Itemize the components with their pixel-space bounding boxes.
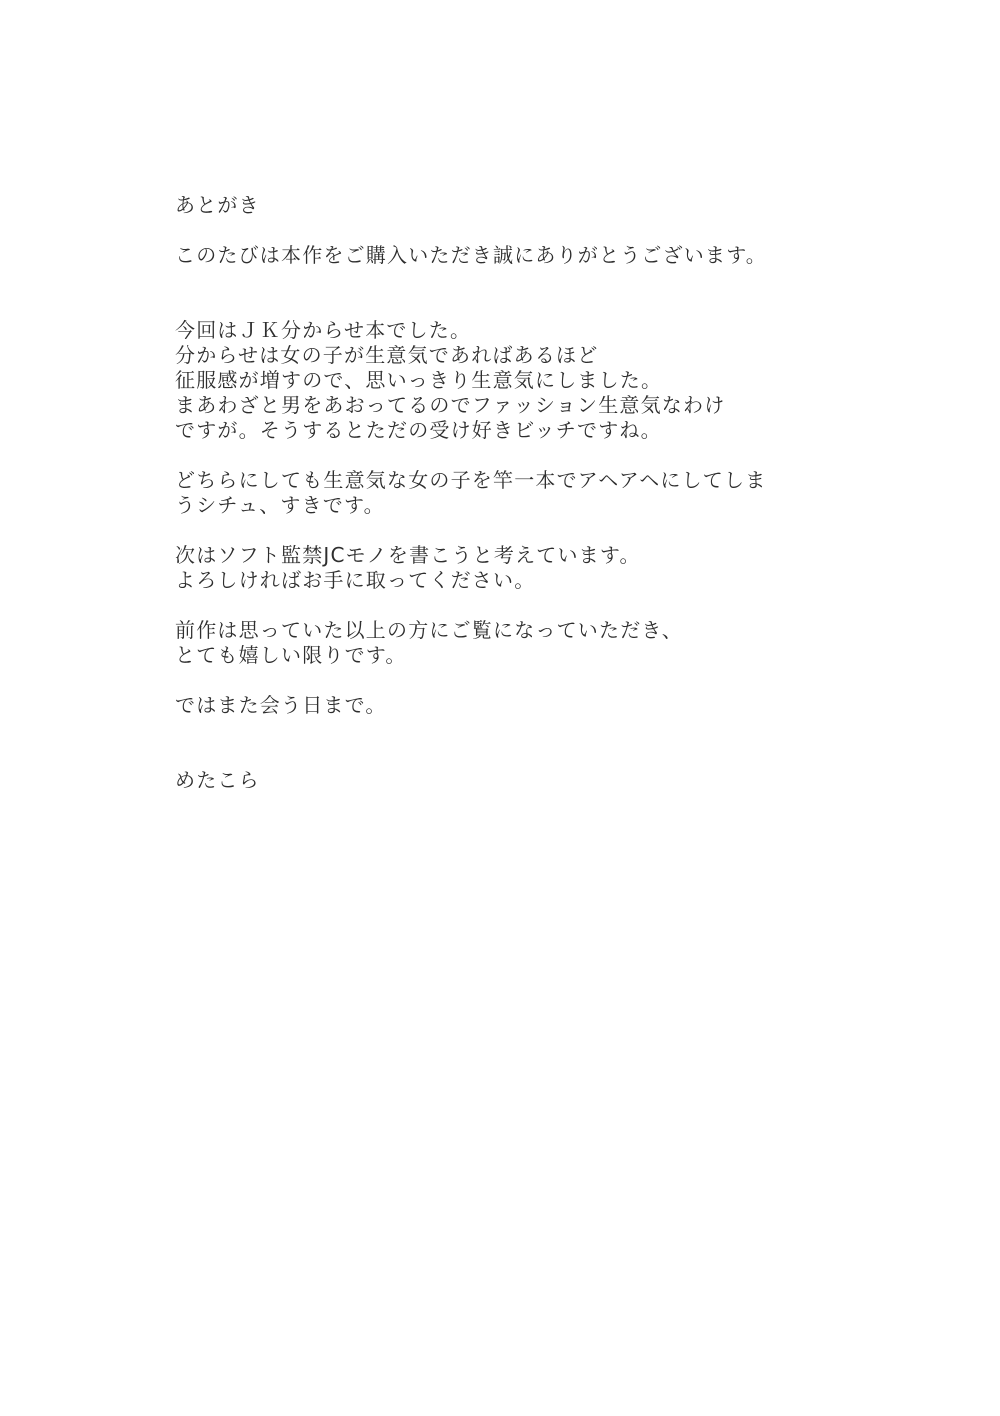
- author-signature: めたこら: [175, 768, 260, 792]
- text-line: このたびは本作をご購入いただき誠にありがとうございます。: [175, 243, 767, 267]
- text-line: 征服感が増すので、思いっきり生意気にしました。: [175, 368, 663, 392]
- text-line: とても嬉しい限りです。: [175, 643, 407, 667]
- afterword-heading: あとがき: [175, 193, 260, 217]
- text-line: 次はソフト監禁JCモノを書こうと考えています。: [175, 543, 641, 567]
- paragraph-previous-work: [175, 618, 910, 668]
- farewell-line: [175, 693, 910, 718]
- paragraph-about-book: [175, 318, 910, 443]
- text-line: よろしければお手に取ってください。: [175, 568, 536, 592]
- text-line: 前作は思っていた以上の方にご覧になっていただき、: [175, 618, 683, 642]
- afterword-text-block: [175, 193, 910, 793]
- paragraph-next-work: [175, 543, 910, 593]
- text-line: 今回はＪＫ分からせ本でした。: [175, 318, 472, 342]
- text-line: うシチュ、すきです。: [175, 493, 385, 517]
- text-line: 分からせは女の子が生意気であればあるほど: [175, 343, 599, 367]
- thanks-paragraph: [175, 243, 910, 268]
- text-line: どちらにしても生意気な女の子を竿一本でアヘアヘにしてしま: [175, 468, 767, 492]
- paragraph-situation: [175, 468, 910, 518]
- text-line: ではまた会う日まで。: [175, 693, 387, 717]
- text-line: まあわざと男をあおってるのでファッション生意気なわけ: [175, 393, 726, 417]
- text-line: ですが。そうするとただの受け好きビッチですね。: [175, 418, 662, 442]
